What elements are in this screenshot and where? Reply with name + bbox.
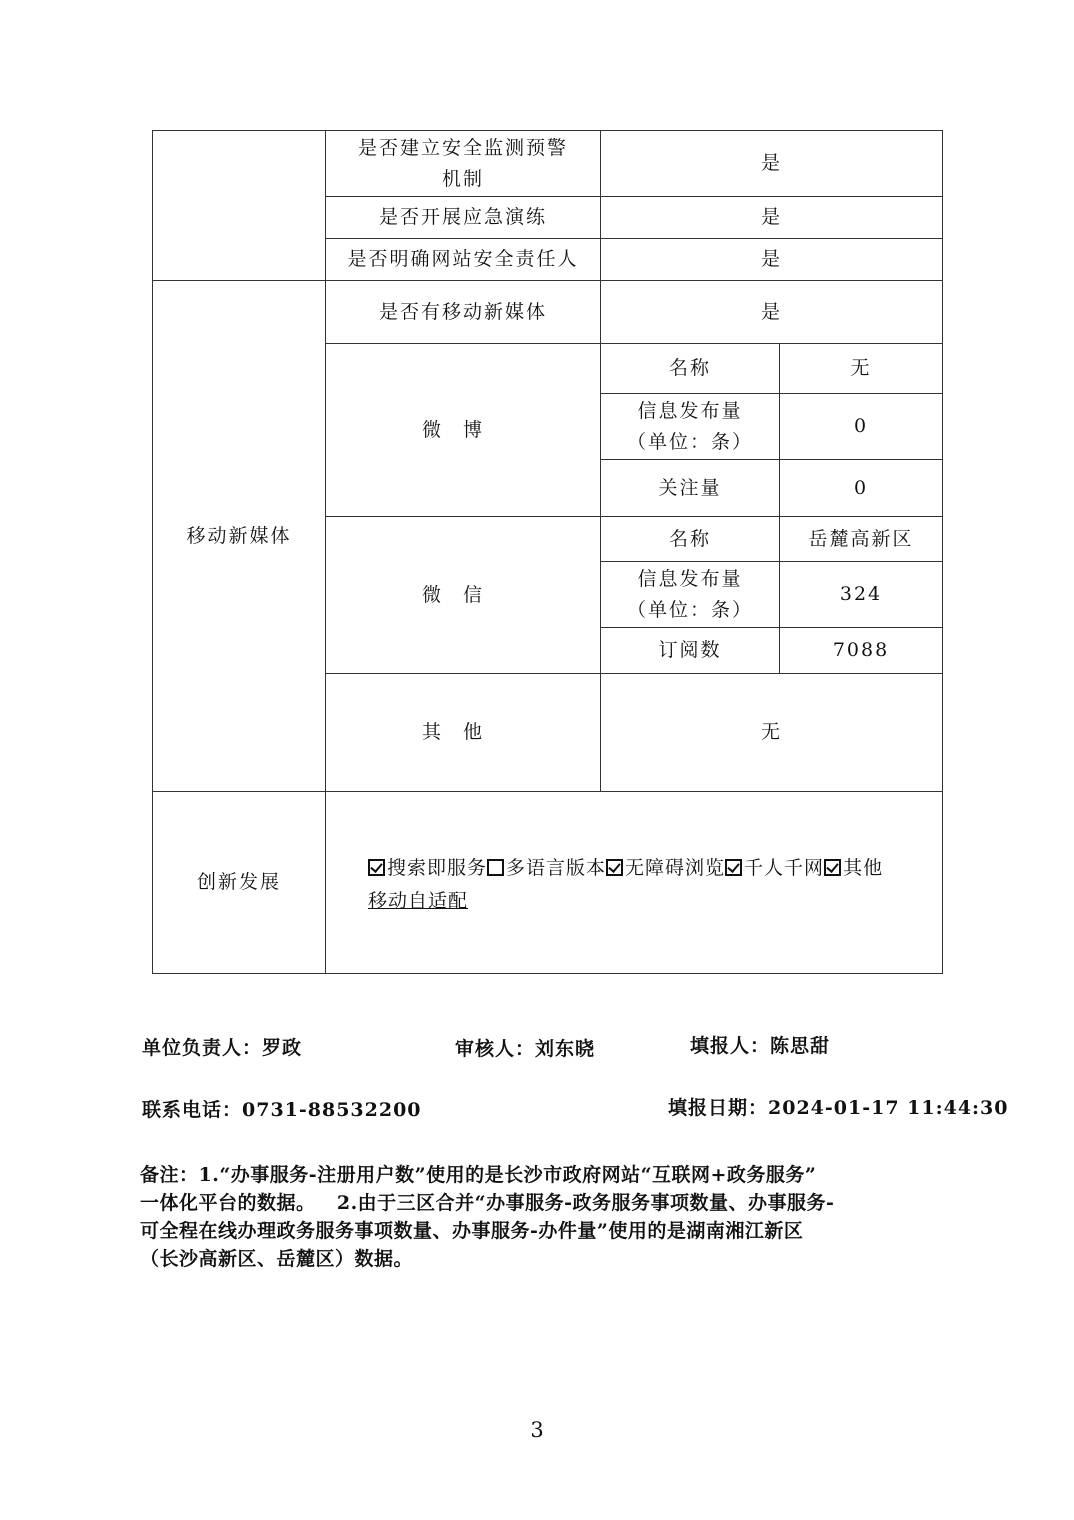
emergency-drill-value: 是 [760, 206, 782, 228]
note-line-1: 备注：1.“办事服务-注册用户数”使用的是长沙市政府网站“互联网+政务服务” [140, 1164, 817, 1186]
filler: 填报人：陈思甜 [690, 1035, 831, 1057]
checkbox-icon-other[interactable] [824, 859, 841, 876]
checkbox-icon-accessibility[interactable] [606, 859, 623, 876]
wechat-name-label: 名称 [668, 527, 711, 550]
has-mobile-media-label: 是否有移动新媒体 [378, 300, 547, 323]
note-line-3: 可全程在线办理政务服务事项数量、办事服务-办件量”使用的是湖南湘江新区 [140, 1220, 804, 1242]
weibo-name-label: 名称 [668, 357, 711, 379]
contact-phone: 联系电话：0731-88532200 [142, 1099, 422, 1121]
wechat-posts-label [601, 562, 779, 627]
wechat-subscribers-value: 7088 [832, 639, 890, 661]
other-media-label: 其他 [421, 721, 504, 743]
checkbox-icon-personalized[interactable] [725, 859, 742, 876]
weibo-label: 微博 [421, 418, 504, 441]
security-warning-label [326, 131, 600, 196]
innovation-other-text: 移动自适配 [368, 890, 469, 912]
security-warning-label-line2: 机制 [441, 167, 484, 190]
page-number: 3 [530, 1418, 544, 1442]
innovation-checkbox-row [368, 852, 938, 885]
option-label-other: 其他 [843, 857, 884, 879]
option-label-personalized: 千人千网 [744, 857, 825, 879]
weibo-posts-label [601, 394, 779, 459]
option-label-search-service: 搜索即服务 [387, 857, 488, 879]
checkbox-icon-search-service[interactable] [368, 859, 385, 876]
security-officer-value: 是 [760, 248, 782, 270]
reviewer: 审核人：刘东晓 [455, 1038, 596, 1060]
option-label-accessibility: 无障碍浏览 [625, 857, 726, 879]
emergency-drill-label: 是否开展应急演练 [378, 206, 547, 228]
weibo-followers-label: 关注量 [658, 476, 722, 499]
innovation-options [368, 852, 938, 918]
weibo-posts-label-line1: 信息发布量 [637, 399, 743, 422]
security-warning-value: 是 [760, 152, 782, 174]
weibo-posts-label-line2: （单位：条） [626, 430, 753, 453]
wechat-name-value: 岳麓高新区 [808, 527, 914, 550]
has-mobile-media-value: 是 [760, 300, 782, 323]
other-media-value: 无 [760, 721, 782, 743]
wechat-posts-value: 324 [839, 583, 883, 605]
security-officer-label: 是否明确网站安全责任人 [347, 248, 579, 270]
note-line-2: 一体化平台的数据。 2.由于三区合并“办事服务-政务服务事项数量、办事服务- [140, 1192, 835, 1214]
wechat-posts-label-line1: 信息发布量 [637, 567, 743, 590]
note-line-4: （长沙高新区、岳麓区）数据。 [140, 1248, 414, 1270]
weibo-name-value: 无 [850, 357, 872, 379]
checkbox-icon-multilingual[interactable] [487, 859, 504, 876]
fill-date: 填报日期：2024-01-17 11:44:30 [668, 1097, 1009, 1119]
mobile-media-section-label: 移动新媒体 [186, 524, 292, 547]
innovation-label: 创新发展 [196, 871, 281, 893]
wechat-label: 微信 [421, 583, 504, 606]
weibo-followers-value: 0 [853, 476, 869, 499]
remarks-note [140, 1161, 940, 1273]
security-warning-label-line1: 是否建立安全监测预警 [357, 136, 568, 159]
option-label-multilingual: 多语言版本 [506, 857, 607, 879]
weibo-posts-value: 0 [853, 415, 869, 437]
wechat-posts-label-line2: （单位：条） [626, 598, 753, 621]
unit-responsible: 单位负责人：罗政 [142, 1037, 303, 1059]
wechat-subscribers-label: 订阅数 [658, 639, 722, 661]
